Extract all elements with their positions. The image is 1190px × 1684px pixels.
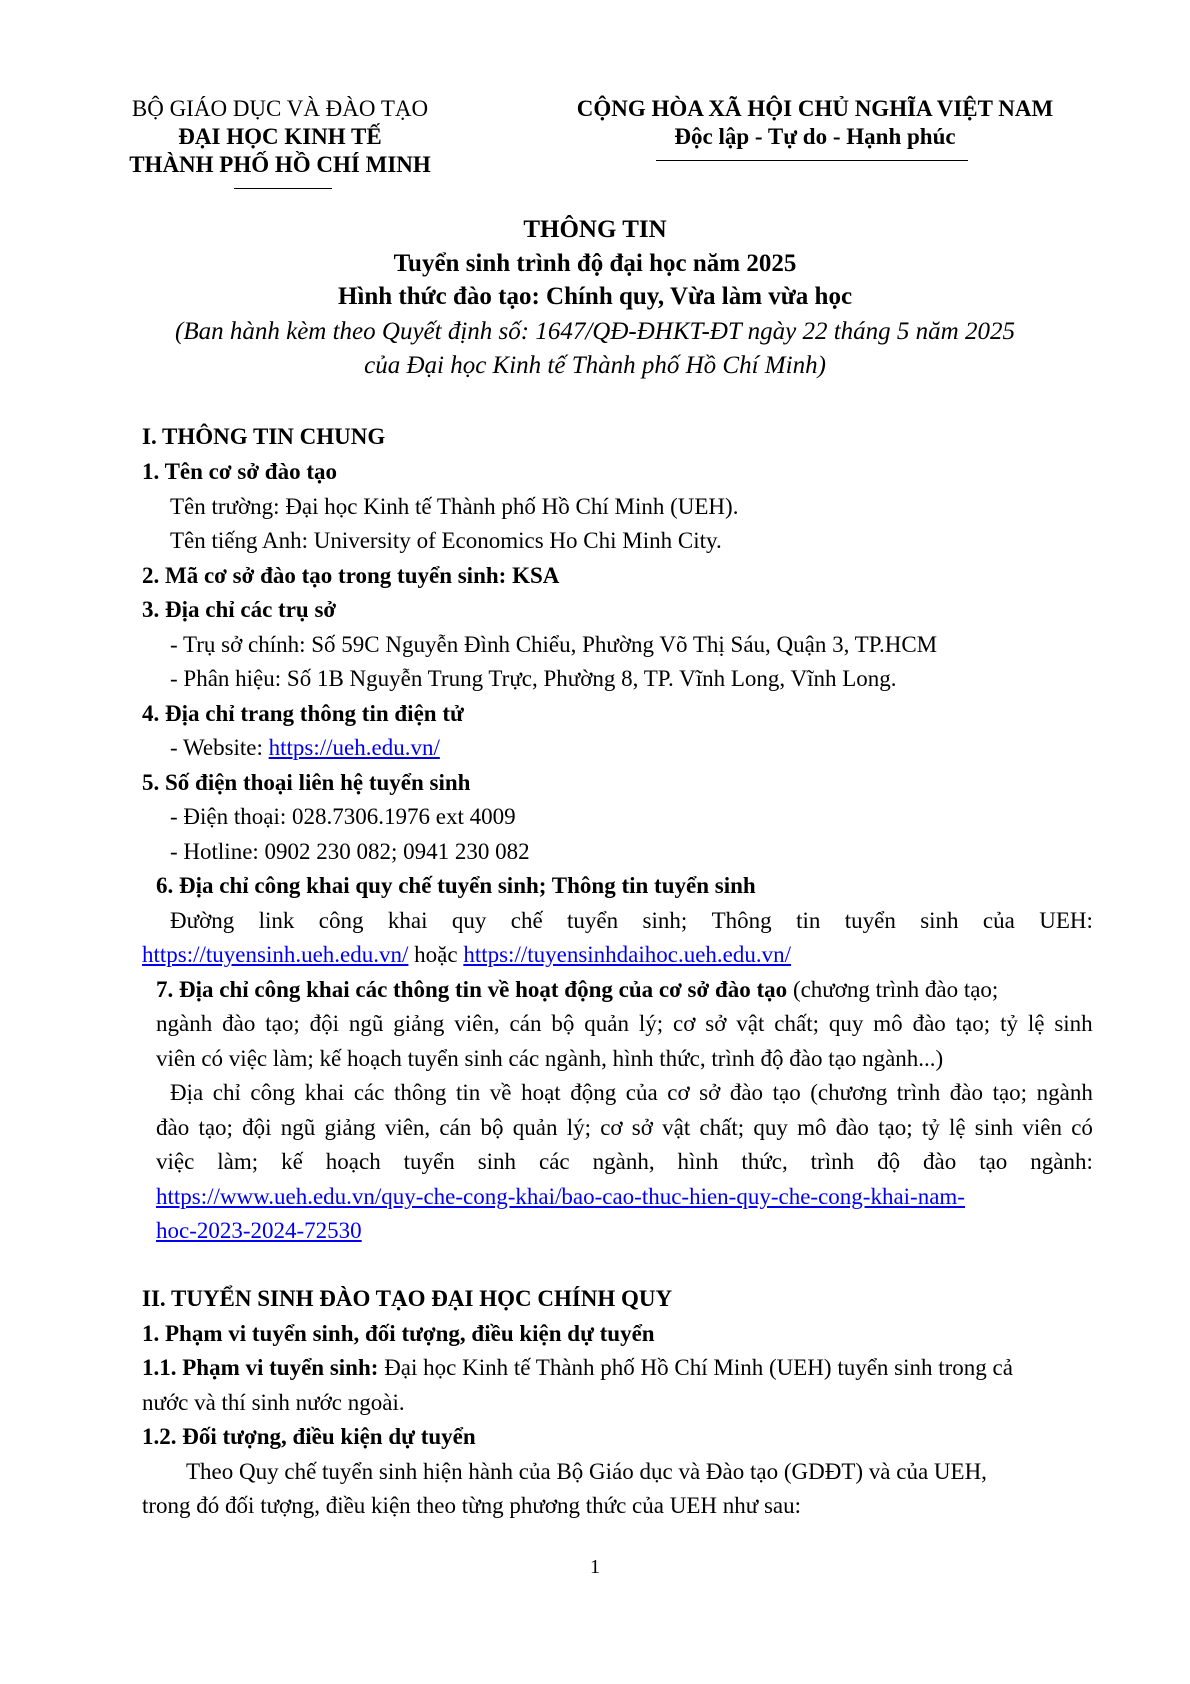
item-7-line3: viên có việc làm; kế hoạch tuyển sinh các ngành, hình thức, trình độ đào tạo ngành...) bbox=[156, 1046, 944, 1071]
branch-campus-address: - Phân hiệu: Số 1B Nguyễn Trung Trực, Phường 8, TP. Vĩnh Long, Vĩnh Long. bbox=[170, 666, 897, 691]
item-7-line2: ngành đào tạo; đội ngũ giảng viên, cán bộ quản lý; cơ sở vật chất; quy mô đào tạo; tỷ lệ sinh bbox=[156, 1011, 1093, 1036]
document-title: THÔNG TIN bbox=[523, 216, 667, 243]
website-line bbox=[170, 735, 440, 760]
section-2-item-1-heading: 1. Phạm vi tuyển sinh, đối tượng, điều kiện dự tuyển bbox=[142, 1321, 655, 1346]
item-5-heading: 5. Số điện thoại liên hệ tuyển sinh bbox=[142, 770, 471, 795]
item-7-paragraph-line1: Địa chỉ công khai các thông tin về hoạt động của cơ sở đào tạo (chương trình đào tạo; ngành bbox=[170, 1080, 1093, 1105]
school-name: Tên trường: Đại học Kinh tế Thành phố Hồ Chí Minh (UEH). bbox=[170, 494, 739, 519]
item-1-2-heading: 1.2. Đối tượng, điều kiện dự tuyển bbox=[142, 1424, 476, 1449]
item-1-heading: 1. Tên cơ sở đào tạo bbox=[142, 459, 338, 484]
item-3-heading: 3. Địa chỉ các trụ sở bbox=[142, 597, 337, 622]
phone-line: - Điện thoại: 028.7306.1976 ext 4009 bbox=[170, 804, 516, 829]
website-link[interactable]: https://ueh.edu.vn/ bbox=[268, 735, 440, 760]
item-2-heading: 2. Mã cơ sở đào tạo trong tuyển sinh: KSA bbox=[142, 563, 560, 588]
document-subtitle-2: Hình thức đào tạo: Chính quy, Vừa làm vừa học bbox=[337, 283, 853, 310]
university-name-line2: THÀNH PHỐ HỒ CHÍ MINH bbox=[129, 152, 431, 177]
ministry-name: BỘ GIÁO DỤC VÀ ĐÀO TẠO bbox=[131, 96, 429, 121]
item-7-heading-line bbox=[156, 977, 998, 1002]
document-subtitle-1: Tuyển sinh trình độ đại học năm 2025 bbox=[393, 250, 797, 277]
public-disclosure-link-part1[interactable]: https://www.ueh.edu.vn/quy-che-cong-khai/bao-cao-thuc-hien-quy-che-cong-khai-nam- bbox=[156, 1184, 965, 1209]
tuyensinh-link[interactable]: https://tuyensinh.ueh.edu.vn/ bbox=[142, 942, 409, 967]
item-7-link-line1 bbox=[156, 1184, 965, 1209]
decision-note-line1: (Ban hành kèm theo Quyết định số: 1647/QĐ-ĐHKT-ĐT ngày 22 tháng 5 năm 2025 bbox=[175, 318, 1015, 345]
item-1-1-label: 1.1. Phạm vi tuyển sinh: bbox=[142, 1355, 379, 1380]
right-header-rule bbox=[656, 160, 968, 161]
university-name-line1: ĐẠI HỌC KINH TẾ bbox=[178, 124, 382, 149]
item-6-links bbox=[142, 942, 791, 967]
links-or-text: hoặc bbox=[408, 942, 464, 967]
item-6-text: Đường link công khai quy chế tuyển sinh; Thông tin tuyển sinh của UEH: bbox=[170, 908, 1093, 933]
item-7-link-line2 bbox=[156, 1218, 362, 1243]
school-english-name: Tên tiếng Anh: University of Economics Ho Chi Minh City. bbox=[170, 528, 722, 553]
country-name: CỘNG HÒA XÃ HỘI CHỦ NGHĨA VIỆT NAM bbox=[576, 96, 1054, 121]
item-4-heading: 4. Địa chỉ trang thông tin điện tử bbox=[142, 701, 464, 726]
page-number: 1 bbox=[590, 1556, 600, 1578]
item-1-1-line bbox=[142, 1355, 1013, 1380]
item-1-2-line1: Theo Quy chế tuyển sinh hiện hành của Bộ Giáo dục và Đào tạo (GDĐT) và của UEH, bbox=[186, 1459, 987, 1484]
public-disclosure-link-part2[interactable]: hoc-2023-2024-72530 bbox=[156, 1218, 362, 1243]
item-1-1-line2: nước và thí sinh nước ngoài. bbox=[142, 1390, 405, 1415]
item-7-paragraph-line2: đào tạo; đội ngũ giảng viên, cán bộ quản lý; cơ sở vật chất; quy mô đào tạo; tỷ lệ sinh viên có bbox=[156, 1115, 1093, 1140]
national-motto: Độc lập - Tự do - Hạnh phúc bbox=[674, 124, 956, 149]
section-1-heading: I. THÔNG TIN CHUNG bbox=[142, 424, 386, 449]
item-7-heading-rest: (chương trình đào tạo; bbox=[787, 977, 999, 1002]
item-6-heading: 6. Địa chỉ công khai quy chế tuyển sinh; Thông tin tuyển sinh bbox=[156, 873, 756, 898]
tuyensinhdaihoc-link[interactable]: https://tuyensinhdaihoc.ueh.edu.vn/ bbox=[463, 942, 792, 967]
item-7-paragraph-line3: việc làm; kế hoạch tuyển sinh các ngành, hình thức, trình độ đào tạo ngành: bbox=[156, 1149, 1093, 1174]
decision-note-line2: của Đại học Kinh tế Thành phố Hồ Chí Minh) bbox=[364, 352, 826, 379]
website-label: - Website: bbox=[170, 735, 269, 760]
item-1-2-line2: trong đó đối tượng, điều kiện theo từng phương thức của UEH như sau: bbox=[142, 1493, 802, 1518]
left-header-rule bbox=[234, 188, 332, 189]
hotline-line: - Hotline: 0902 230 082; 0941 230 082 bbox=[170, 839, 530, 864]
item-7-heading: 7. Địa chỉ công khai các thông tin về hoạt động của cơ sở đào tạo bbox=[156, 977, 788, 1002]
main-campus-address: - Trụ sở chính: Số 59C Nguyễn Đình Chiểu, Phường Võ Thị Sáu, Quận 3, TP.HCM bbox=[170, 632, 938, 657]
item-1-1-text: Đại học Kinh tế Thành phố Hồ Chí Minh (UEH) tuyển sinh trong cả bbox=[378, 1355, 1013, 1380]
section-2-heading: II. TUYỂN SINH ĐÀO TẠO ĐẠI HỌC CHÍNH QUY bbox=[142, 1286, 673, 1311]
